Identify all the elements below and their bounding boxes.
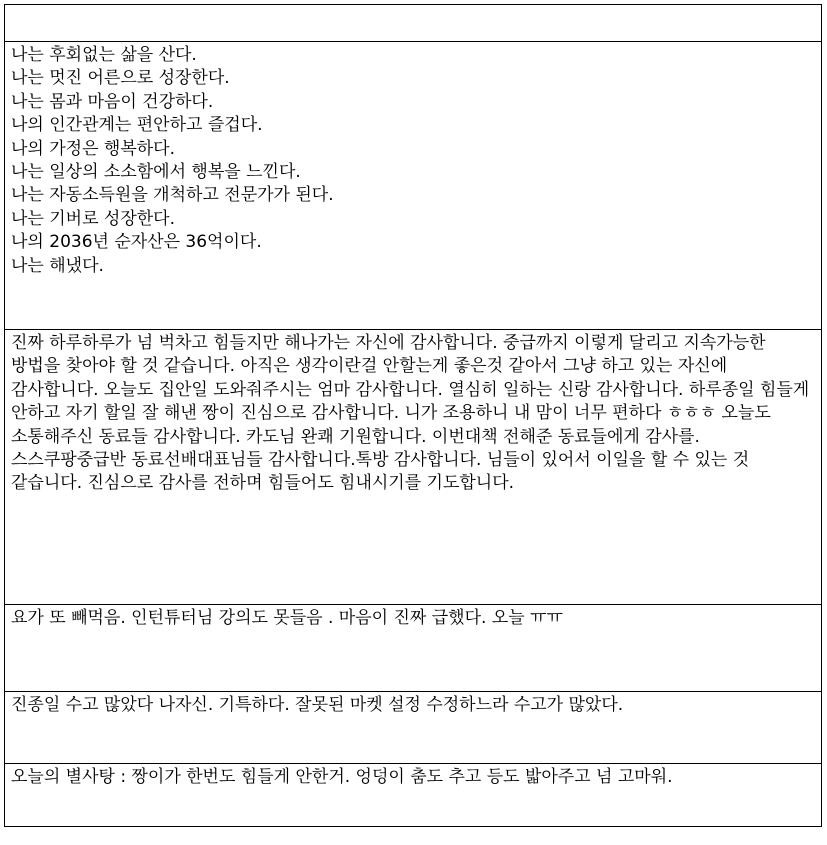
header-cell	[5, 5, 822, 42]
affirmation-line: 나는 해냈다.	[11, 255, 104, 276]
affirmation-line: 나는 일상의 소소함에서 행복을 느낀다.	[11, 162, 301, 183]
affirmation-line: 나는 기버로 성장한다.	[11, 208, 176, 229]
journal-row-praise	[5, 692, 822, 764]
affirmation-line: 나는 후회없는 삶을 산다.	[11, 45, 197, 65]
journal-table	[4, 4, 822, 827]
sweet-moment-text: 오늘의 별사탕 : 짱이가 한번도 힘들게 안한거. 엉덩이 춤도 추고 등도 밟아주고 넘 고마워.	[11, 767, 673, 787]
affirmation-line: 나는 몸과 마음이 건강하다.	[11, 91, 214, 112]
journal-row-reflection	[5, 605, 822, 692]
affirmation-line: 나는 자동소득원을 개척하고 전문가가 된다.	[11, 185, 334, 206]
affirmation-line: 나의 2036년 순자산은 36억이다.	[11, 232, 262, 253]
affirmation-line: 나는 멋진 어른으로 성장한다.	[11, 68, 230, 89]
journal-row-affirmations	[5, 42, 822, 330]
reflection-text: 요가 또 빼먹음. 인턴튜터님 강의도 못들음 . 마음이 진짜 급했다. 오늘 ㅠㅠ	[11, 608, 563, 628]
reflection-cell	[5, 605, 822, 692]
praise-text: 진종일 수고 많았다 나자신. 기특하다. 잘못된 마켓 설정 수정하느라 수고가 많았다.	[11, 695, 624, 715]
affirmation-line: 나의 인간관계는 편안하고 즐겁다.	[11, 115, 263, 136]
journal-row-sweet-moment	[5, 764, 822, 827]
journal-row-header	[5, 5, 822, 42]
gratitude-cell	[5, 330, 822, 605]
affirmations-cell	[5, 42, 822, 330]
sweet-moment-cell	[5, 764, 822, 827]
gratitude-text: 진짜 하루하루가 넘 벅차고 힘들지만 해나가는 자신에 감사합니다. 중급까지 이렇게 달리고 지속가능한 방법을 찾아야 할 것 같습니다. 아직은 생각이란걸 안할는게 좋은것 같아서 그냥 하고 있는 자신에 감사합니다. 오늘도 집안일 도와줘주시는 엄마 감사합니다. 열심히 일하는 신랑 감사합니다. 하루종일 힘들게 안하고 자기 할일 잘 해낸 짱이 진심으로 감사합니다. 니가 조용하니 내 맘이 너무 편하다 ㅎㅎㅎ 오늘도 소통해주신 동료들 감사합니다. 카도님 완쾌 기원합니다. 이번대책 전해준 동료들에게 감사를. 스스쿠팡중급반 동료선배대표님들 감사합니다.톡방 감사합니다. 님들이 있어서 이일을 할 수 있는 것 같습니다. 진심으로 감사를 전하며 힘들어도 힘내시기를 기도합니다.	[11, 333, 810, 494]
affirmation-line: 나의 가정은 행복하다.	[11, 138, 176, 159]
journal-row-gratitude	[5, 330, 822, 605]
praise-cell	[5, 692, 822, 764]
